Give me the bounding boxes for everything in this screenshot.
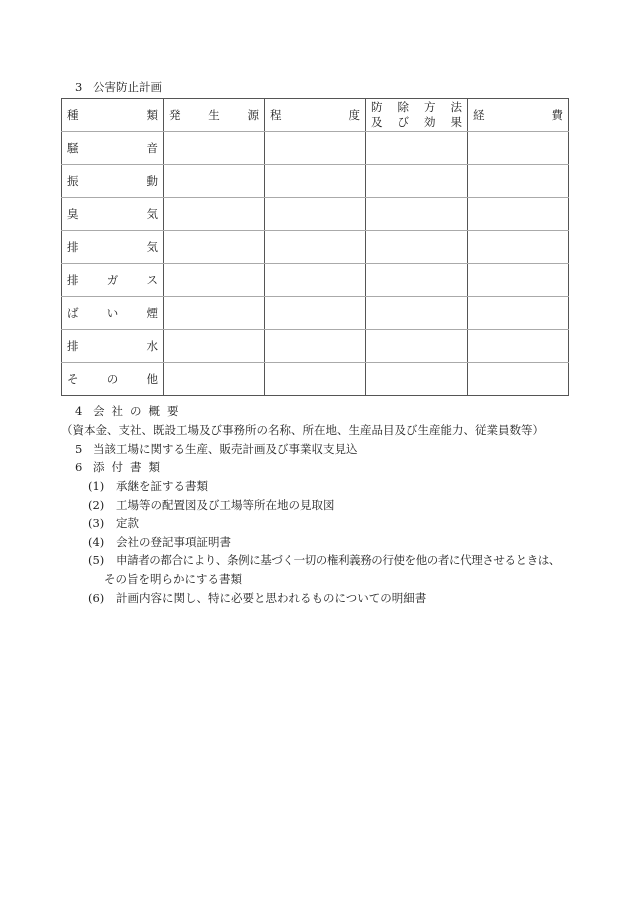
header-char: 発 (169, 108, 181, 122)
header-char: 費 (551, 108, 563, 122)
item-text: 工場等の配置図及び工場等所在地の見取図 (116, 498, 335, 512)
attachment-item-1 (88, 481, 208, 493)
table-row (62, 198, 569, 231)
cell-method[interactable] (366, 264, 468, 297)
header-char: 果 (450, 114, 462, 129)
header-char: 防 (371, 100, 383, 114)
section-title: 公害防止計画 (93, 80, 162, 94)
header-char: 程 (270, 108, 282, 122)
section-number: 4 (75, 404, 83, 418)
attachment-item-5-continuation: その旨を明らかにする書類 (104, 572, 242, 586)
cell-method[interactable] (366, 330, 468, 363)
section-5-heading (75, 444, 358, 456)
item-text: 申請者の都合により、条例に基づく一切の権利義務の行使を他の者に代理させるときは、 (116, 553, 560, 567)
header-char: 経 (473, 108, 485, 122)
kind-char: ば (67, 306, 79, 320)
kind-char: 排 (67, 273, 79, 287)
header-source (164, 99, 265, 132)
section-number: 3 (75, 80, 83, 94)
section-number: 5 (75, 442, 83, 456)
row-kind-exhaust-air (62, 231, 164, 264)
cell-degree[interactable] (265, 363, 366, 396)
kind-char: 水 (146, 339, 158, 353)
header-char: 源 (247, 108, 259, 122)
item-number: (3) (88, 516, 105, 530)
kind-char: 排 (67, 339, 79, 353)
row-kind-vibration (62, 165, 164, 198)
kind-char: ガ (106, 273, 119, 287)
item-number: (5) (88, 553, 105, 567)
kind-char: そ (67, 372, 79, 386)
kind-char: 臭 (67, 207, 79, 221)
attachment-item-5 (88, 555, 560, 567)
header-char: 方 (424, 100, 436, 114)
cell-degree[interactable] (265, 330, 366, 363)
table-row (62, 165, 569, 198)
row-kind-exhaust-gas (62, 264, 164, 297)
row-kind-other (62, 363, 164, 396)
item-text: 会社の登記事項証明書 (116, 535, 231, 549)
cell-cost[interactable] (468, 297, 569, 330)
cell-cost[interactable] (468, 330, 569, 363)
header-char: 効 (424, 114, 436, 129)
item-text: 承継を証する書類 (116, 479, 208, 493)
pollution-prevention-table (61, 98, 569, 396)
attachment-item-6 (88, 593, 426, 605)
table-row (62, 264, 569, 297)
header-char: 及 (371, 114, 383, 129)
kind-char: の (106, 372, 119, 386)
header-char: 法 (450, 100, 462, 114)
header-char: 除 (397, 100, 409, 114)
kind-char: 煙 (146, 306, 158, 320)
header-method-effect (366, 99, 468, 132)
item-number: (2) (88, 498, 105, 512)
cell-source[interactable] (164, 297, 265, 330)
section-title: 添付書類 (93, 460, 167, 474)
cell-source[interactable] (164, 330, 265, 363)
table-row (62, 363, 569, 396)
kind-char: 振 (67, 174, 79, 188)
cell-degree[interactable] (265, 264, 366, 297)
kind-char: 動 (146, 174, 158, 188)
header-degree (265, 99, 366, 132)
header-kind (62, 99, 164, 132)
cell-degree[interactable] (265, 231, 366, 264)
header-char: び (397, 114, 409, 129)
cell-method[interactable] (366, 198, 468, 231)
item-text: 定款 (116, 516, 139, 530)
header-char: 種 (67, 108, 79, 122)
cell-method[interactable] (366, 231, 468, 264)
header-char: 度 (348, 108, 360, 122)
kind-char: 他 (146, 372, 158, 386)
kind-char: 音 (146, 141, 158, 155)
cell-source[interactable] (164, 264, 265, 297)
cell-source[interactable] (164, 198, 265, 231)
section-number: 6 (75, 460, 83, 474)
cell-cost[interactable] (468, 132, 569, 165)
item-number: (4) (88, 535, 105, 549)
section-3-heading (75, 82, 162, 94)
table-header-row (62, 99, 569, 132)
table-row (62, 297, 569, 330)
kind-char: ス (146, 273, 158, 287)
cell-degree[interactable] (265, 297, 366, 330)
cell-method[interactable] (366, 165, 468, 198)
kind-char: 気 (146, 207, 158, 221)
section-6-heading (75, 462, 167, 474)
attachment-item-3 (88, 518, 139, 530)
attachment-item-2 (88, 500, 335, 512)
row-kind-noise (62, 132, 164, 165)
cell-source[interactable] (164, 363, 265, 396)
cell-source[interactable] (164, 165, 265, 198)
cell-cost[interactable] (468, 264, 569, 297)
row-kind-soot-smoke (62, 297, 164, 330)
section-4-heading (75, 406, 186, 418)
kind-char: 騒 (67, 141, 79, 155)
cell-cost[interactable] (468, 198, 569, 231)
item-text: 計画内容に関し、特に必要と思われるものについての明細書 (116, 591, 427, 605)
kind-char: 気 (146, 240, 158, 254)
cell-source[interactable] (164, 132, 265, 165)
cell-degree[interactable] (265, 198, 366, 231)
kind-char: い (106, 306, 119, 320)
cell-method[interactable] (366, 297, 468, 330)
section-title: 当該工場に関する生産、販売計画及び事業収支見込 (93, 442, 358, 456)
cell-method[interactable] (366, 363, 468, 396)
header-char: 類 (146, 108, 158, 122)
cell-cost[interactable] (468, 231, 569, 264)
cell-cost[interactable] (468, 165, 569, 198)
section-4-note: （資本金、支社、既設工場及び事務所の名称、所在地、生産品目及び生産能力、従業員数等） (61, 423, 544, 437)
row-kind-wastewater (62, 330, 164, 363)
header-cost (468, 99, 569, 132)
cell-method[interactable] (366, 132, 468, 165)
kind-char: 排 (67, 240, 79, 254)
section-title: 会社の概要 (93, 404, 186, 418)
table-row (62, 132, 569, 165)
cell-cost[interactable] (468, 363, 569, 396)
cell-degree[interactable] (265, 132, 366, 165)
item-number: (1) (88, 479, 105, 493)
row-kind-odor (62, 198, 164, 231)
table-row (62, 330, 569, 363)
header-char: 生 (208, 108, 220, 122)
cell-degree[interactable] (265, 165, 366, 198)
cell-source[interactable] (164, 231, 265, 264)
table-row (62, 231, 569, 264)
attachment-item-4 (88, 537, 231, 549)
item-number: (6) (88, 591, 105, 605)
